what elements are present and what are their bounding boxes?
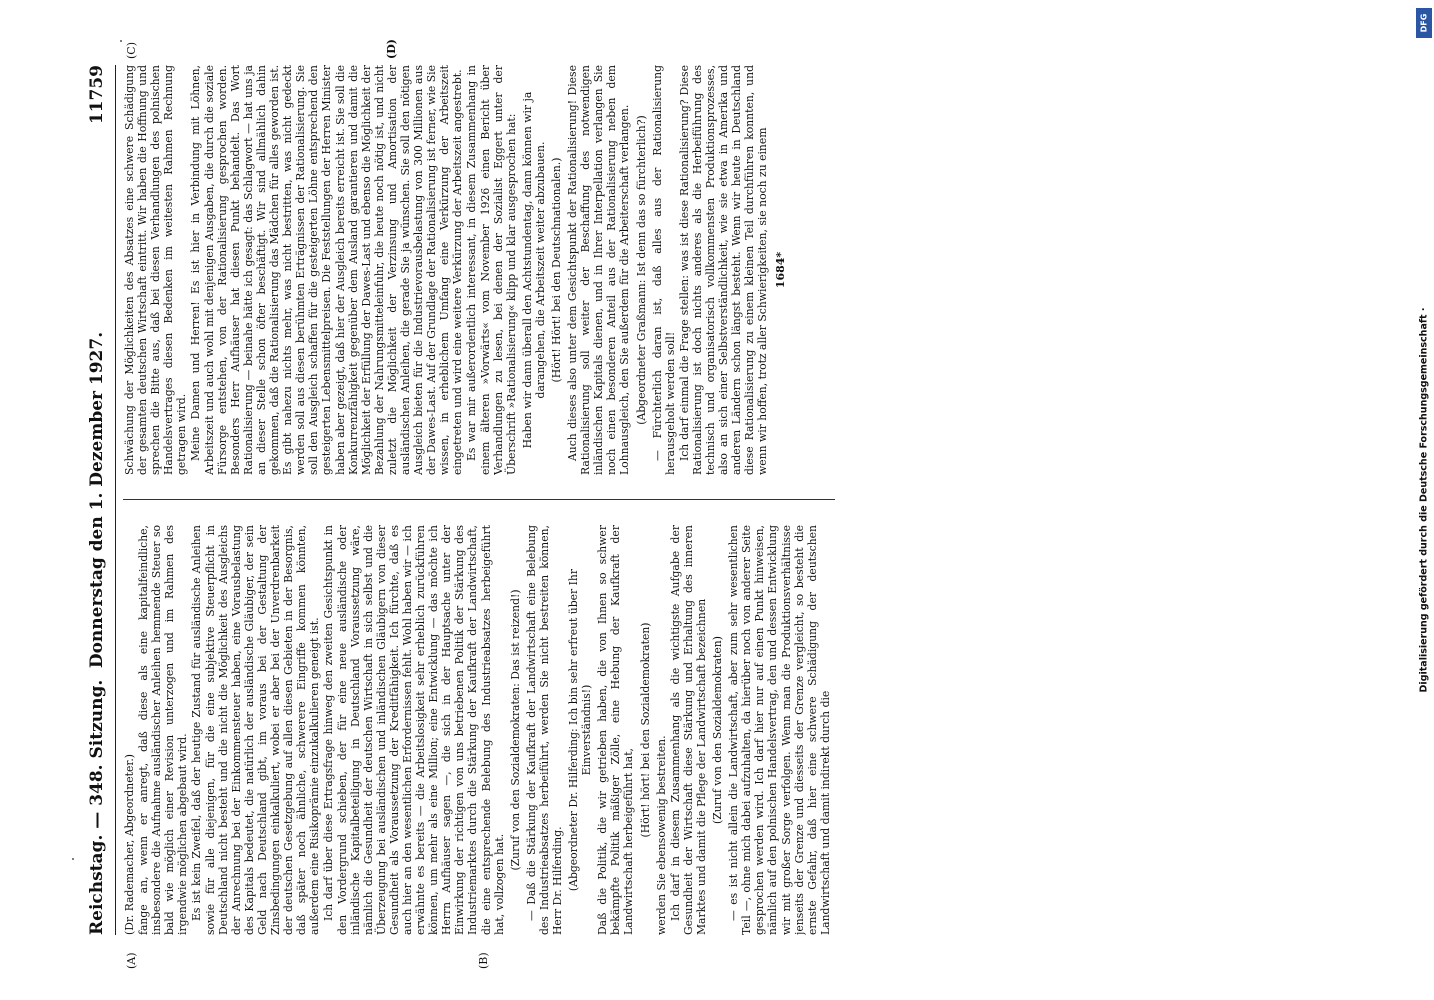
scan-speck [72,858,74,860]
paragraph: — Fürchterlich daran ist, daß alles aus der Rationalisierung herausgeholt werden soll! [650,65,677,475]
signature-mark: 1684* [773,251,787,289]
left-column [123,525,835,935]
paragraph: Auch dieses also unter dem Gesichtspunkt der Rationalisierung! Diese Rationalisierung soll weiter der Beschaffung des notwendigen inländischen Kapitals dienen, und in Ihrer Interpellation verlangen Sie noch einen besonderen Anteil aus der Rationalisierung neben dem Lohnausgleich, den Sie außerdem für die Arbeiterschaft verlangen. [566,65,632,475]
paragraph: Ich darf über diese Ertragsfrage hinweg den zweiten Gesichtspunkt in den Vordergrund schieben, der für eine neue ausländische oder inländische Kapitalbeteiligung in Deutschland Voraussetzung wäre, nämlich die Gesundheit der deutschen Wirtschaft in sich selbst und die Überzeugung bei ausländischen und inländischen Gläubigern von dieser Gesundheit als Voraussetzung der Kreditfähigkeit. Ich fürchte, daß es auch hier an den wesentlichen Erfordernissen fehlt. Wohl haben wir — ich erwähnte es bereits — die Arbeitslosigkeit sehr erheblich zurückführen können, um mehr als eine Million; eine Entwicklung — das möchte ich Herrn Aufhäuser sagen —, die sich in der Hauptsache unter der Einwirkung der richtigen von uns betriebenen Politik der Stärkung des Industriemarktes durch die Stärkung der Kaufkraft der Landwirtschaft, die eine entsprechende Belebung des Industrieabsatzes herbeigeführt hat, vollzogen hat. [322,525,506,935]
paragraph: — Daß die Stärkung der Kaufkraft der Landwirtschaft eine Belebung des Industrieabsatzes herbeiführt, werden Sie nicht bestreiten können, Herr Dr. Hilferding. [524,525,564,935]
margin-mark-c: (C) [125,42,138,59]
interjection: (Hört! Hört! bei den Deutschnationalen.) [550,157,563,383]
interjection: (Hört! hört! bei den Sozialdemokraten) [638,622,652,838]
margin-mark-d: (D) [385,39,398,59]
page-number: 11759 [87,65,107,125]
interjection: (Zuruf von den Sozialdemokraten: Das ist reizend!) [508,589,522,871]
dfg-logo: DFG [1416,8,1432,38]
quotation: Haben wir dann überall den Achtstundentag, dann können wir ja darangehen, die Arbeitszeit weiter abzubauen. [520,91,547,449]
interjection: (Zuruf von den Sozialdemokraten) [711,636,725,824]
page-header [85,65,113,935]
rotated-scan-page [85,39,845,969]
scan-speck [120,40,122,42]
digitization-note: Digitalisierung gefördert durch die Deutsche Forschungsgemeinschaft · [1418,307,1430,693]
paragraph: Schwächung der Möglichkeiten des Absatzes eine schwere Schädigung der gesamten deutschen Wirtschaft eintritt. Wir haben die Hoffnung und sprechen die Bitte aus, daß bei diesen Verhandlungen des polnischen Handelsvertrages diesen Bedenken im weitesten Rahmen Rechnung getragen wird. [123,65,189,475]
margin-mark-b: (B) [477,952,490,969]
interjection: (Abgeordneter Dr. Hilferding: Ich bin sehr erfreut über Ihr Einverständnis!) [567,568,594,892]
paragraph: (Dr. Rademacher, Abgeordneter.) [123,754,136,935]
paragraph: — es ist nicht allein die Landwirtschaft, aber zum sehr wesentlichen Teil —, ohne mich dabei aufzuhalten, da hierüber noch von anderer Seite gesprochen werden wird. Ich darf hier nur auf einen Punkt hinweisen, nämlich auf den polnischen Handelsvertrag, den und dessen Entwicklung wir mit großer Sorge verfolgen. Wenn man die Produktionsverhältnisse jenseits der Grenze und diesseits der Grenze vergleicht, so besteht die ernste Gefahr, daß hier eine schwere Schädigung der deutschen Landwirtschaft und damit indirekt durch die [727,525,832,935]
paragraph: werden Sie ebensowenig bestreiten. [654,735,668,935]
paragraph: Ich darf in diesem Zusammenhang als die wichtigste Aufgabe der Gesundheit der Wirtschaft diese Stärkung und Erhaltung des inneren Marktes und damit die Pflege der Landwirtschaft bezeichnen [668,525,708,935]
margin-mark-a: (A) [125,952,138,969]
header-date: Donnerstag den 1. Dezember 1927. [87,331,107,669]
paragraph: fange an, wenn er anregt, daß diese als eine kapitalfeindliche, insbesondere die Aufnahme ausländischer Anleihen hemmende Steuer so bald wie möglich einer Revision unterzogen und im Rahmen des irgendwie möglichen abgebaut wird. [137,525,190,935]
column-divider [123,499,835,500]
paragraph: Ich darf einmal die Frage stellen: was ist diese Rationalisierung? Diese Rationalisierung ist doch nichts anderes als die Herbeiführung des technisch und organisatorisch vollkommensten Produktionsprozesses, also an sich einer Selbstverständlichkeit, wie sie etwa in Amerika und anderen Ländern schon längst besteht. Wenn wir heute in Deutschland diese Rationalisierung zu einem kleinen Teil durchführen konnten, und wenn wir hoffen, trotz aller Schwierigkeiten, sie noch zu einem [677,65,770,475]
right-column [123,65,835,475]
interjection: (Abgeordneter Graßmann: Ist denn das so fürchterlich?) [634,115,648,425]
paragraph: Daß die Politik, die wir getrieben haben, die von Ihnen so schwer bekämpfte Politik mäßiger Zölle, eine Hebung der Kaufkraft der Landwirtschaft herbeigeführt hat, [596,525,636,935]
header-left: Reichstag. — 348. Sitzung. [87,679,107,935]
paragraph: Es war mir außerordentlich interessant, in diesem Zusammenhang in einem älteren »Vorwärts« vom November 1926 einen Bericht über Verhandlungen zu lesen, bei denen der Sozialist Eggert unter der Überschrift »Rationalisierung« klipp und klar ausgesprochen hat: [465,65,518,475]
header-rule [115,65,116,935]
paragraph: Meine Damen und Herren! Es ist hier in Verbindung mit Löhnen, Arbeitszeit und auch wohl mit denjenigen Ausgaben, die durch die soziale Fürsorge entstehen, von der Rationalisierung gesprochen worden. Besonders Herr Aufhäuser hat diesen Punkt behandelt. Das Wort Rationalisierung — beinahe hätte ich gesagt: das Schlagwort — hat uns ja an dieser Stelle schon öfter beschäftigt. Wir sind allmählich dahin gekommen, daß die Rationalisierung das Mädchen für alles geworden ist. Es gibt nahezu nichts mehr, was nicht bestritten, was nicht gedeckt werden soll aus diesen berühmten Erträgnissen der Rationalisierung. Sie soll den Ausgleich schaffen für die gesteigerten Löhne entsprechend den gesteigerten Lebensmittelpreisen. Die Feststellungen der Herren Minister haben aber gezeigt, daß hier der Ausgleich bereits erreicht ist. Sie soll die Konkurrenzfähigkeit gegenüber dem Ausland garantieren und damit die Möglichkeit der Erfüllung der Dawes-Last und ebenso die Möglichkeit der Bezahlung der Nahrungsmitteleinfuhr, die heute noch nötig ist, und nicht zuletzt die Möglichkeit der Verzinsung und Amortisation der ausländischen Anleihen, die gerade Sie ja wünschen. Sie soll den nötigen Ausgleich bieten für die Industrievorausbelastung von 300 Millionen aus der Dawes-Last. Auf der Grundlage der Rationalisierung ist ferner, wie Sie wissen, in erheblichem Umfang eine Verkürzung der Arbeitszeit eingetreten und wird eine weitere Verkürzung der Arbeitszeit angestrebt. [189,65,465,475]
paragraph: Es ist kein Zweifel, daß der heutige Zustand für ausländische Anleihen sowie für alle diejenigen, für die eine subjektive Steuerpflicht in Deutschland nicht besteht und die nicht die Möglichkeit des Ausgleichs der Anrechnung bei der Einkommensteuer haben, eine Vorausbelastung des Kapitals bedeutet, die natürlich der ausländische Gläubiger, der sein Geld nach Deutschland gibt, im voraus bei der Gestaltung der Zinsbedingungen einkalkuliert, wobei er aber bei der Unverdrenbarkeit der deutschen Gesetzgebung auf allen diesen Gebieten in der Besorgnis, daß später noch ähnliche, schwerere Eingriffe kommen könnten, außerdem eine Risikoprämie einzukalkulieren geneigt ist. [190,525,322,935]
